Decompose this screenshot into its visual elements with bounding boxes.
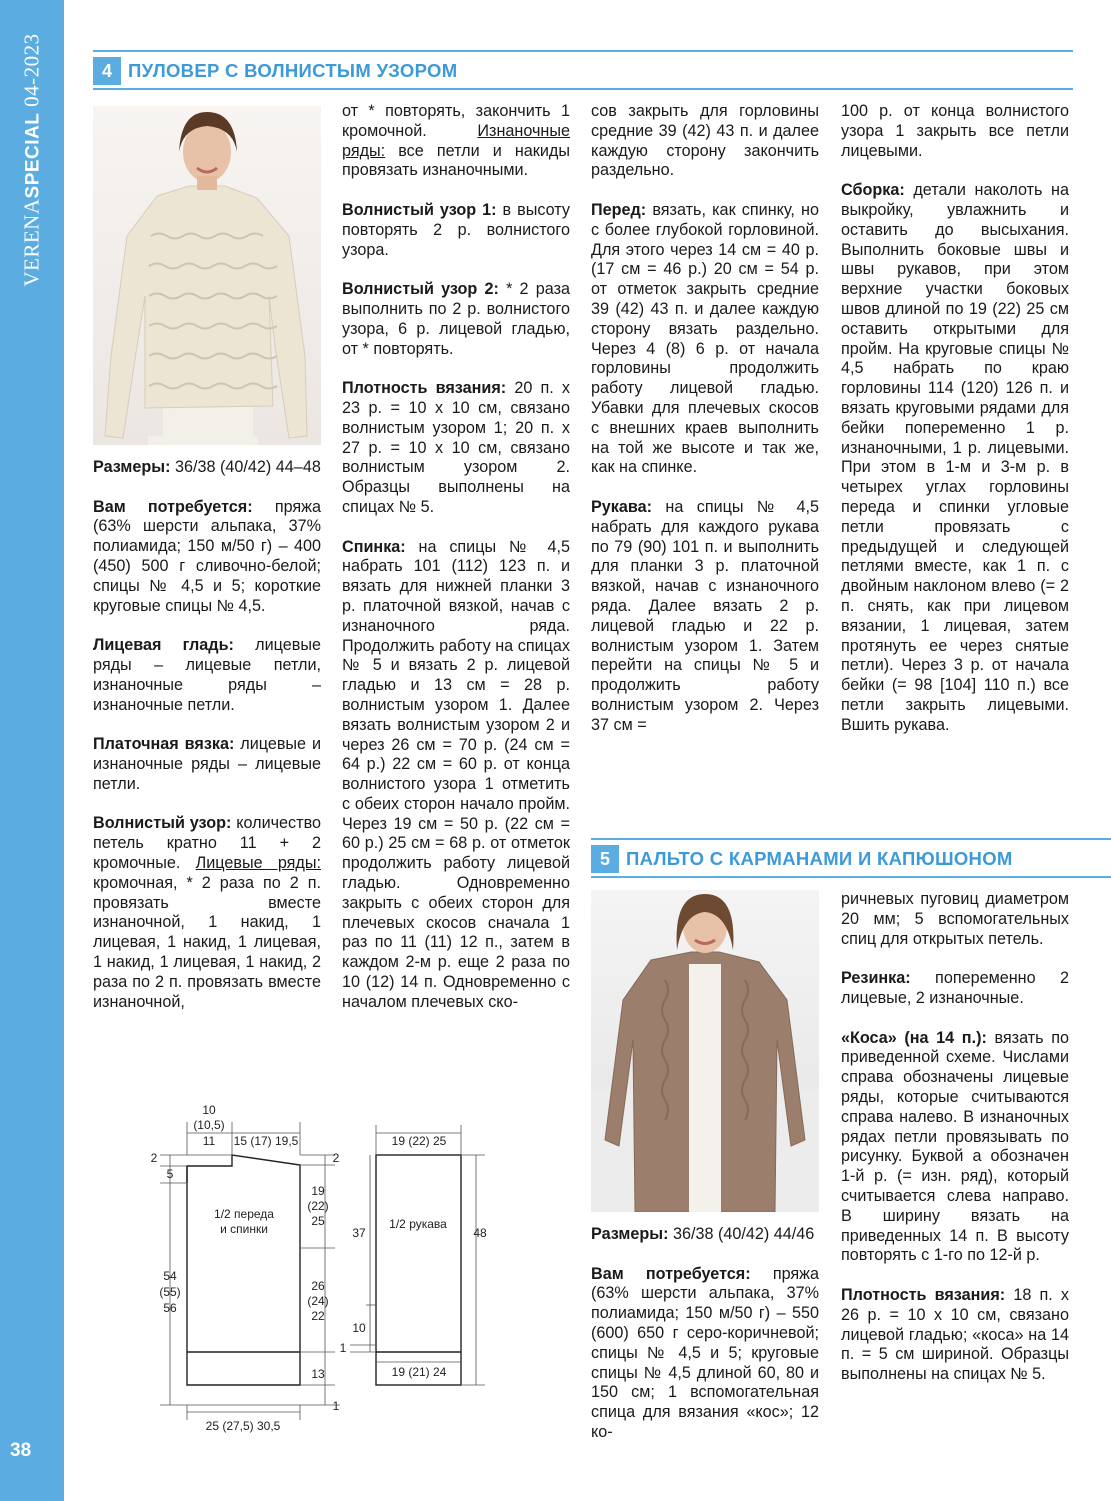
buttons-text: ричневых пуговиц диаметром 20 мм; 5 вспомогательных спиц для открытых петель. [841, 890, 1069, 948]
cable-text: вязать по приведенной схеме. Числами справа обозначены лицевые ряды, которые считываются справа налево. В изнаночных рядах петли провязывать по рисунку. Буквой a обозначен 1-й р. (= изн. ряд), который считывается слева направо. В ширину вязать на приведенных 14 п. В высоту повторять с 1-го по 12-й р. [841, 1028, 1069, 1265]
text-column-3 [591, 102, 819, 755]
wave-2-label: Волнистый узор 2: [342, 280, 499, 299]
wave-continue-text-a: от * повторять, закончить 1 кромочной. [342, 102, 570, 140]
purl-rows-label: Изнаночные ряды: [342, 121, 570, 160]
gauge-label: Плотность вязания: [342, 379, 507, 398]
wave-continue-paragraph [342, 102, 570, 181]
section-5-title: ПАЛЬТО С КАРМАНАМИ И КАПЮШОНОМ [626, 848, 1013, 869]
section-5-rule [591, 876, 1111, 878]
sizes-paragraph [93, 458, 321, 478]
dim-shoulder-drop-right: 2 [332, 1151, 340, 1165]
text-column-4 [841, 102, 1069, 755]
wave-2-paragraph [342, 280, 570, 359]
sweater-illustration [93, 106, 321, 445]
section-4-header [93, 57, 457, 85]
dim-body-width: 25 (27,5) 30,5 [205, 1419, 281, 1433]
wave-continue-text-b: все петли и накиды провязать изнаночными. [342, 141, 570, 180]
dim-armhole-1: 19 [311, 1184, 325, 1198]
coat-gauge-label: Плотность вязания: [841, 1285, 1006, 1304]
dim-sleeve-upper: 37 [352, 1226, 366, 1240]
wave-1-text: в высоту повторять 2 р. волнистого узора. [342, 200, 570, 259]
rib-text: попеременно 2 лицевые, 2 изнаночные. [841, 969, 1069, 1007]
dim-side-2: (24) [307, 1294, 329, 1308]
dim-neck-width-2: (10,5) [193, 1118, 225, 1132]
materials-paragraph [93, 498, 321, 617]
issue-number: 04-2023 [19, 33, 44, 107]
back-paragraph [342, 538, 570, 1013]
dim-side-3: 22 [311, 1309, 325, 1323]
text-column-1 [93, 458, 321, 1032]
neck-text: сов закрыть для горловины средние 39 (42) 43 п. и далее каждую сторону закончить раздельно. [591, 102, 819, 180]
buttons-paragraph [841, 890, 1069, 949]
back-label: Спинка: [342, 537, 406, 556]
cable-label: «Коса» (на 14 п.): [841, 1028, 987, 1047]
section-5-number: 5 [591, 845, 619, 873]
coat-materials-text: пряжа (63% шерсти альпака, 37% полиамида; 150 м/50 г) – 550 (600) 650 г серо-коричневой; спицы № 4,5 и 5; круговые спицы № 4,5 длиной 60, 80 и 150 см; 1 вспомогательная спица для вязания «кос»; 12 ко- [591, 1264, 820, 1441]
section-4-number: 4 [93, 57, 121, 85]
text-column-6 [841, 890, 1069, 1405]
sleeves-text: на спицы № 4,5 набрать для каждого рукава по 79 (90) 101 п. и выполнить для планки 3 р. платочной вязкой, начав с изнаночного ряда. Далее вязать 2 р. лицевой гладью и 22 р. волнистым узором 1. Затем перейти на спицы № 5 и продолжить работу волнистым узором 2. Через 37 см = [591, 497, 819, 734]
page-number: 38 [10, 1440, 32, 1461]
sweater-photo [93, 106, 321, 445]
stockinette-paragraph [93, 636, 321, 715]
gauge-text: 20 п. х 23 р. = 10 х 10 см, связано волнистым узором 1; 20 п. х 27 р. = 10 х 10 см, связано волнистым узором 2. Образцы выполнены на спицах № 5. [342, 379, 570, 516]
sizes-label: Размеры: [93, 458, 171, 476]
rib-paragraph [841, 969, 1069, 1009]
sleeves-end-paragraph [841, 102, 1069, 161]
section-4-title: ПУЛОВЕР С ВОЛНИСТЫМ УЗОРОМ [128, 60, 458, 81]
dim-side-1: 26 [311, 1279, 325, 1293]
wave-pattern-text-b: кромочная, * 2 раза по 2 п. провязать вместе изнаночной, 1 накид, 1 лицевая, 1 накид, 1 лицевая, 1 накид, 1 лицевая, 1 накид, 2 раза по 2 п. провязать вместе изнаночной, [93, 873, 321, 1011]
dim-total-length-3: 56 [163, 1301, 177, 1315]
sizes-text: 36/38 (40/42) 44–48 [170, 458, 321, 476]
section-5-header [591, 845, 1013, 873]
materials-text: пряжа (63% шерсти альпака, 37% полиамида; 150 м/50 г) – 400 (450) 500 г сливочно-белой; спицы № 4,5 и 5; короткие круговые спицы № 4,5. [93, 497, 322, 615]
sleeves-paragraph [591, 498, 819, 736]
stockinette-label: Лицевая гладь: [93, 636, 234, 655]
back-text: на спицы № 4,5 набрать 101 (112) 123 п. и вязать для нижней планки 3 р. платочной вязкой, начав с изнаночного ряда. Продолжить работу на спицах № 5 и вязать 2 р. лицевой гладью и 13 см = 28 р. волнистым узором 1. Далее вязать волнистым узором 2 и через 26 см = 70 р. (24 см = 64 р.) 22 см = 60 р. от конца волнистого узора 1 отметить с обеих сторон начало пройм. Через 19 см = 50 р. (22 см = 60 р.) 25 см = 68 р. от отметок продолжить работу лицевой гладью. Одновременно закрыть с обеих сторон для плечевых скосов сначала 1 раз по 11 (11) 12 п., затем в каждом 2-м р. еще 2 раза по 10 (12) 14 п. Одновременно с началом плечевых ско- [342, 537, 570, 1011]
dim-neck-width-3: 11 [202, 1134, 216, 1148]
cable-paragraph [841, 1029, 1069, 1267]
stockinette-text: лицевые ряды – лицевые петли, изнаночные ряды – изнаночные петли. [93, 636, 321, 714]
coat-photo [591, 890, 819, 1212]
section-4-rule [93, 88, 1073, 90]
dim-total-length-2: (55) [159, 1285, 181, 1299]
dim-sleeve-cuff-width: 19 (21) 24 [391, 1365, 447, 1379]
assembly-text: детали наколоть на выкройку, увлажнить и оставить до высыхания. Выполнить боковые швы и швы рукавов, при этом верхние участки боковых швов длиной по 19 (22) 25 см оставить открытыми для пройм. На круговые спицы № 4,5 набрать по краю горловины 114 (120) 126 п. и вязать круговыми рядами для бейки попеременно 1 р. изнаночными, 1 р. лицевыми. При этом в 1-м и 3-м р. в четырех углах горловины переда и спинки угловые петли провязать с предыдущей и следующей петлями вместе, как 1 п. с двойным наклоном влево (= 2 п. снять, как при лицевом вязании, 1 лицевая, затем протянуть ее через снятые петли). Через 3 р. от начала бейки (= 98 [104] 110 п.) все петли закрыть лицевыми. Вшить рукава. [841, 181, 1069, 734]
garter-label: Платочная вязка: [93, 735, 235, 754]
wave-pattern-paragraph [93, 814, 321, 1012]
garter-text: лицевые и изнаночные ряды – лицевые петли. [93, 735, 321, 793]
dim-sleeve-border: 10 [352, 1321, 366, 1335]
sleeve-label: 1/2 рукава [389, 1217, 447, 1231]
dim-hem-band: 1 [332, 1399, 340, 1413]
coat-sizes-label: Размеры: [591, 1225, 669, 1243]
top-rule [93, 50, 1073, 52]
dim-armhole-2: (22) [307, 1199, 329, 1213]
coat-illustration [591, 890, 819, 1212]
coat-materials-label: Вам потребуется: [591, 1264, 751, 1283]
dim-total-length-1: 54 [163, 1269, 177, 1283]
dim-sleeve-band: 1 [339, 1341, 347, 1355]
dim-neck-width-1: 10 [202, 1103, 216, 1117]
section-5-rule-top [591, 838, 1111, 840]
sleeves-end-text: 100 р. от конца волнистого узора 1 закрыть все петли лицевыми. [841, 102, 1069, 160]
wave-2-text: * 2 раза выполнить по 2 р. волнистого узора, 6 р. лицевой гладью, от * повторять. [342, 280, 570, 358]
body-outline [187, 1155, 300, 1385]
text-column-5 [591, 1225, 819, 1463]
dim-shoulder-drop-left: 2 [150, 1151, 158, 1165]
wave-1-label: Волнистый узор 1: [342, 200, 497, 219]
wave-pattern-text-a: количество петель кратно 11 + 2 кромочные. [93, 814, 321, 872]
dim-shoulder-width: 15 (17) 19,5 [233, 1134, 299, 1148]
brand-verena: VERENA [19, 198, 44, 287]
coat-gauge-text: 18 п. х 26 р. = 10 х 10 см, связано лицевой гладью; «коса» на 14 п. = 5 см шириной. Образцы выполнены на спицах № 5. [841, 1285, 1069, 1384]
front-back-label-2: и спинки [220, 1222, 268, 1236]
coat-sizes-paragraph [591, 1225, 819, 1245]
rib-label: Резинка: [841, 969, 911, 988]
front-label: Перед: [591, 200, 647, 219]
coat-materials-paragraph [591, 1265, 819, 1443]
dim-sleeve-top-width: 19 (22) 25 [391, 1134, 447, 1148]
assembly-paragraph [841, 181, 1069, 735]
materials-label: Вам потребуется: [93, 497, 253, 516]
wave-pattern-label: Волнистый узор: [93, 814, 232, 833]
gauge-paragraph [342, 379, 570, 518]
dim-neck-depth: 5 [166, 1167, 174, 1181]
dim-border-height: 13 [311, 1367, 325, 1381]
brand-special: SPECIAL [22, 112, 44, 199]
dim-armhole-3: 25 [311, 1214, 325, 1228]
garter-paragraph [93, 735, 321, 794]
wave-pattern-rows-label: Лицевые ряды: [195, 853, 321, 872]
magazine-brand [20, 33, 45, 286]
pattern-schematic [140, 1100, 520, 1445]
sidebar-strip [0, 0, 64, 1501]
front-paragraph [591, 201, 819, 478]
text-column-2 [342, 102, 570, 1032]
sleeves-label: Рукава: [591, 497, 653, 516]
wave-1-paragraph [342, 201, 570, 260]
neck-paragraph [591, 102, 819, 181]
front-back-label-1: 1/2 переда [214, 1207, 274, 1221]
assembly-label: Сборка: [841, 181, 905, 200]
coat-sizes-text: 36/38 (40/42) 44/46 [668, 1225, 815, 1243]
coat-gauge-paragraph [841, 1286, 1069, 1385]
dim-sleeve-total: 48 [473, 1226, 487, 1240]
front-text: вязать, как спинку, но с более глубокой горловиной. Для этого через 14 см = 40 р. (17 см = 46 р.) 20 см = 54 р. от отметок закрыть средние 39 (42) 43 п. и далее каждую сторону вязать раздельно. Через 4 (8) 6 р. от начала горловины продолжить работу лицевой гладью. Убавки для плечевых скосов с внешних краев выполнить на той же высоте и так же, как на спинке. [591, 200, 819, 477]
sleeve-outline [376, 1155, 461, 1385]
